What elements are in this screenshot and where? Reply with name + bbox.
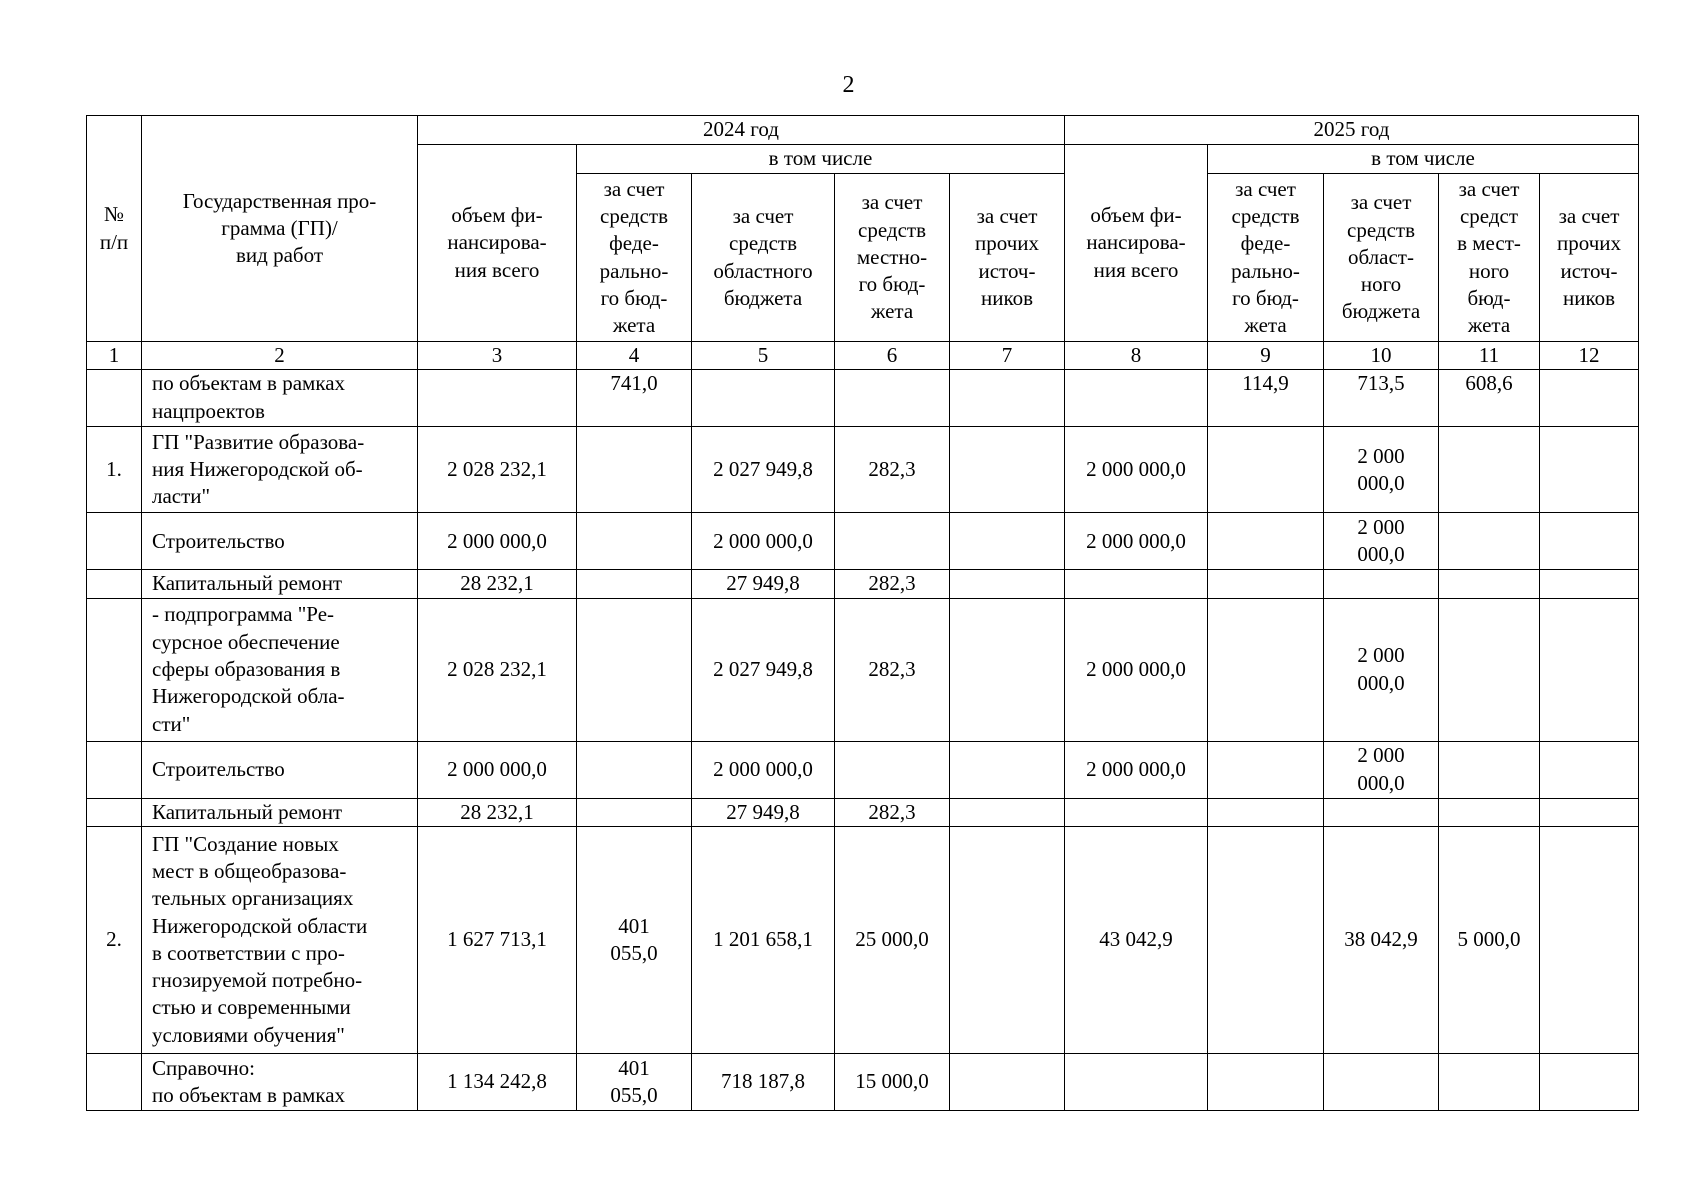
row-name: Справочно: по объектам в рамках	[142, 1053, 418, 1110]
cell-c12	[1540, 798, 1639, 826]
cell-c11	[1439, 570, 1540, 598]
header-federal-2025: за счет средств феде- рально- го бюд- жета	[1208, 174, 1324, 342]
cell-c10: 2 000 000,0	[1324, 427, 1439, 513]
cell-c4	[577, 741, 692, 798]
column-number: 11	[1439, 342, 1540, 370]
cell-c10: 2 000 000,0	[1324, 598, 1439, 741]
page-number: 2	[842, 72, 855, 98]
cell-c11	[1439, 513, 1540, 570]
table-row	[87, 798, 1639, 826]
cell-c4	[577, 598, 692, 741]
cell-c10	[1324, 1053, 1439, 1110]
cell-c10	[1324, 798, 1439, 826]
cell-c3	[418, 370, 577, 427]
column-number: 10	[1324, 342, 1439, 370]
table-row	[87, 1053, 1639, 1110]
header-regional-2024: за счет средств областного бюджета	[692, 174, 835, 342]
row-name: Строительство	[142, 513, 418, 570]
cell-c6: 15 000,0	[835, 1053, 950, 1110]
cell-c7	[950, 570, 1065, 598]
column-number: 8	[1065, 342, 1208, 370]
cell-c4: 401 055,0	[577, 1053, 692, 1110]
cell-c3: 28 232,1	[418, 570, 577, 598]
cell-c8: 43 042,9	[1065, 826, 1208, 1053]
cell-c12	[1540, 741, 1639, 798]
cell-c9	[1208, 741, 1324, 798]
cell-c12	[1540, 826, 1639, 1053]
row-name: ГП "Развитие образова- ния Нижегородской об- ласти"	[142, 427, 418, 513]
cell-c3: 2 000 000,0	[418, 513, 577, 570]
cell-c4	[577, 513, 692, 570]
column-number: 3	[418, 342, 577, 370]
cell-c4	[577, 427, 692, 513]
cell-c6: 282,3	[835, 570, 950, 598]
header-other-2024: за счет прочих источ- ников	[950, 174, 1065, 342]
cell-c7	[950, 370, 1065, 427]
header-local-2025: за счет средст в мест- ного бюд- жета	[1439, 174, 1540, 342]
table-row	[87, 427, 1639, 513]
cell-c12	[1540, 598, 1639, 741]
header-program: Государственная про- грамма (ГП)/ вид работ	[142, 116, 418, 342]
cell-c5: 1 201 658,1	[692, 826, 835, 1053]
column-number: 6	[835, 342, 950, 370]
cell-c9	[1208, 598, 1324, 741]
cell-c9	[1208, 798, 1324, 826]
column-number: 7	[950, 342, 1065, 370]
cell-c6: 282,3	[835, 427, 950, 513]
column-number: 2	[142, 342, 418, 370]
cell-c5: 2 000 000,0	[692, 741, 835, 798]
cell-c8	[1065, 798, 1208, 826]
cell-c6	[835, 741, 950, 798]
header-total-2024: объем фи- нансирова- ния всего	[418, 145, 577, 342]
cell-c8	[1065, 370, 1208, 427]
table-row	[87, 570, 1639, 598]
cell-c8: 2 000 000,0	[1065, 598, 1208, 741]
cell-c7	[950, 1053, 1065, 1110]
cell-c7	[950, 513, 1065, 570]
row-name: - подпрограмма "Ре- сурсное обеспечение сферы образования в Нижегородской обла- сти"	[142, 598, 418, 741]
row-number	[87, 570, 142, 598]
cell-c11	[1439, 427, 1540, 513]
cell-c11	[1439, 598, 1540, 741]
header-year-2024: 2024 год	[418, 116, 1065, 145]
row-number	[87, 513, 142, 570]
cell-c4: 401 055,0	[577, 826, 692, 1053]
row-number	[87, 798, 142, 826]
cell-c3: 2 028 232,1	[418, 427, 577, 513]
column-number: 1	[87, 342, 142, 370]
table-row	[87, 741, 1639, 798]
cell-c12	[1540, 370, 1639, 427]
row-number: 1.	[87, 427, 142, 513]
table-row	[87, 370, 1639, 427]
row-number	[87, 741, 142, 798]
column-number-row	[87, 342, 1639, 370]
cell-c9	[1208, 427, 1324, 513]
row-name: Капитальный ремонт	[142, 570, 418, 598]
table-row	[87, 598, 1639, 741]
funding-table	[86, 115, 1639, 1111]
cell-c11: 5 000,0	[1439, 826, 1540, 1053]
cell-c4	[577, 798, 692, 826]
table-row	[87, 513, 1639, 570]
cell-c5: 2 000 000,0	[692, 513, 835, 570]
cell-c8	[1065, 1053, 1208, 1110]
header-regional-2025: за счет средств област- ного бюджета	[1324, 174, 1439, 342]
cell-c7	[950, 826, 1065, 1053]
cell-c5: 27 949,8	[692, 570, 835, 598]
cell-c10: 2 000 000,0	[1324, 741, 1439, 798]
cell-c6	[835, 513, 950, 570]
cell-c3: 1 134 242,8	[418, 1053, 577, 1110]
cell-c12	[1540, 427, 1639, 513]
cell-c4	[577, 570, 692, 598]
cell-c5: 718 187,8	[692, 1053, 835, 1110]
cell-c10: 38 042,9	[1324, 826, 1439, 1053]
cell-c8: 2 000 000,0	[1065, 741, 1208, 798]
cell-c11: 608,6	[1439, 370, 1540, 427]
cell-c10: 2 000 000,0	[1324, 513, 1439, 570]
cell-c11	[1439, 741, 1540, 798]
cell-c10	[1324, 570, 1439, 598]
column-number: 4	[577, 342, 692, 370]
cell-c6: 25 000,0	[835, 826, 950, 1053]
header-local-2024: за счет средств местно- го бюд- жета	[835, 174, 950, 342]
cell-c3: 1 627 713,1	[418, 826, 577, 1053]
header-including-2025: в том числе	[1208, 145, 1639, 174]
header-total-2025: объем фи- нансирова- ния всего	[1065, 145, 1208, 342]
cell-c10: 713,5	[1324, 370, 1439, 427]
header-num: № п/п	[87, 116, 142, 342]
cell-c7	[950, 741, 1065, 798]
row-name: Капитальный ремонт	[142, 798, 418, 826]
cell-c9	[1208, 826, 1324, 1053]
row-number	[87, 1053, 142, 1110]
cell-c7	[950, 427, 1065, 513]
cell-c5	[692, 370, 835, 427]
table-row	[87, 826, 1639, 1053]
cell-c5: 27 949,8	[692, 798, 835, 826]
row-number	[87, 598, 142, 741]
row-number: 2.	[87, 826, 142, 1053]
cell-c6	[835, 370, 950, 427]
cell-c9	[1208, 1053, 1324, 1110]
cell-c8: 2 000 000,0	[1065, 513, 1208, 570]
header-year-2025: 2025 год	[1065, 116, 1639, 145]
cell-c5: 2 027 949,8	[692, 598, 835, 741]
cell-c8: 2 000 000,0	[1065, 427, 1208, 513]
column-number: 9	[1208, 342, 1324, 370]
cell-c3: 28 232,1	[418, 798, 577, 826]
cell-c6: 282,3	[835, 598, 950, 741]
cell-c4: 741,0	[577, 370, 692, 427]
column-number: 12	[1540, 342, 1639, 370]
cell-c6: 282,3	[835, 798, 950, 826]
cell-c5: 2 027 949,8	[692, 427, 835, 513]
cell-c8	[1065, 570, 1208, 598]
cell-c9: 114,9	[1208, 370, 1324, 427]
cell-c12	[1540, 570, 1639, 598]
header-including-2024: в том числе	[577, 145, 1065, 174]
cell-c12	[1540, 1053, 1639, 1110]
header-federal-2024: за счет средств феде- рально- го бюд- жета	[577, 174, 692, 342]
cell-c3: 2 028 232,1	[418, 598, 577, 741]
row-name: по объектам в рамках нацпроектов	[142, 370, 418, 427]
cell-c11	[1439, 1053, 1540, 1110]
header-other-2025: за счет прочих источ- ников	[1540, 174, 1639, 342]
column-number: 5	[692, 342, 835, 370]
row-number	[87, 370, 142, 427]
cell-c9	[1208, 513, 1324, 570]
cell-c9	[1208, 570, 1324, 598]
row-name: ГП "Создание новых мест в общеобразова- тельных организациях Нижегородской области в соответствии с про- гнозируемой потребно- стью и современными условиями обучения"	[142, 826, 418, 1053]
cell-c7	[950, 798, 1065, 826]
table-body	[87, 370, 1639, 1111]
row-name: Строительство	[142, 741, 418, 798]
cell-c3: 2 000 000,0	[418, 741, 577, 798]
cell-c11	[1439, 798, 1540, 826]
cell-c12	[1540, 513, 1639, 570]
cell-c7	[950, 598, 1065, 741]
